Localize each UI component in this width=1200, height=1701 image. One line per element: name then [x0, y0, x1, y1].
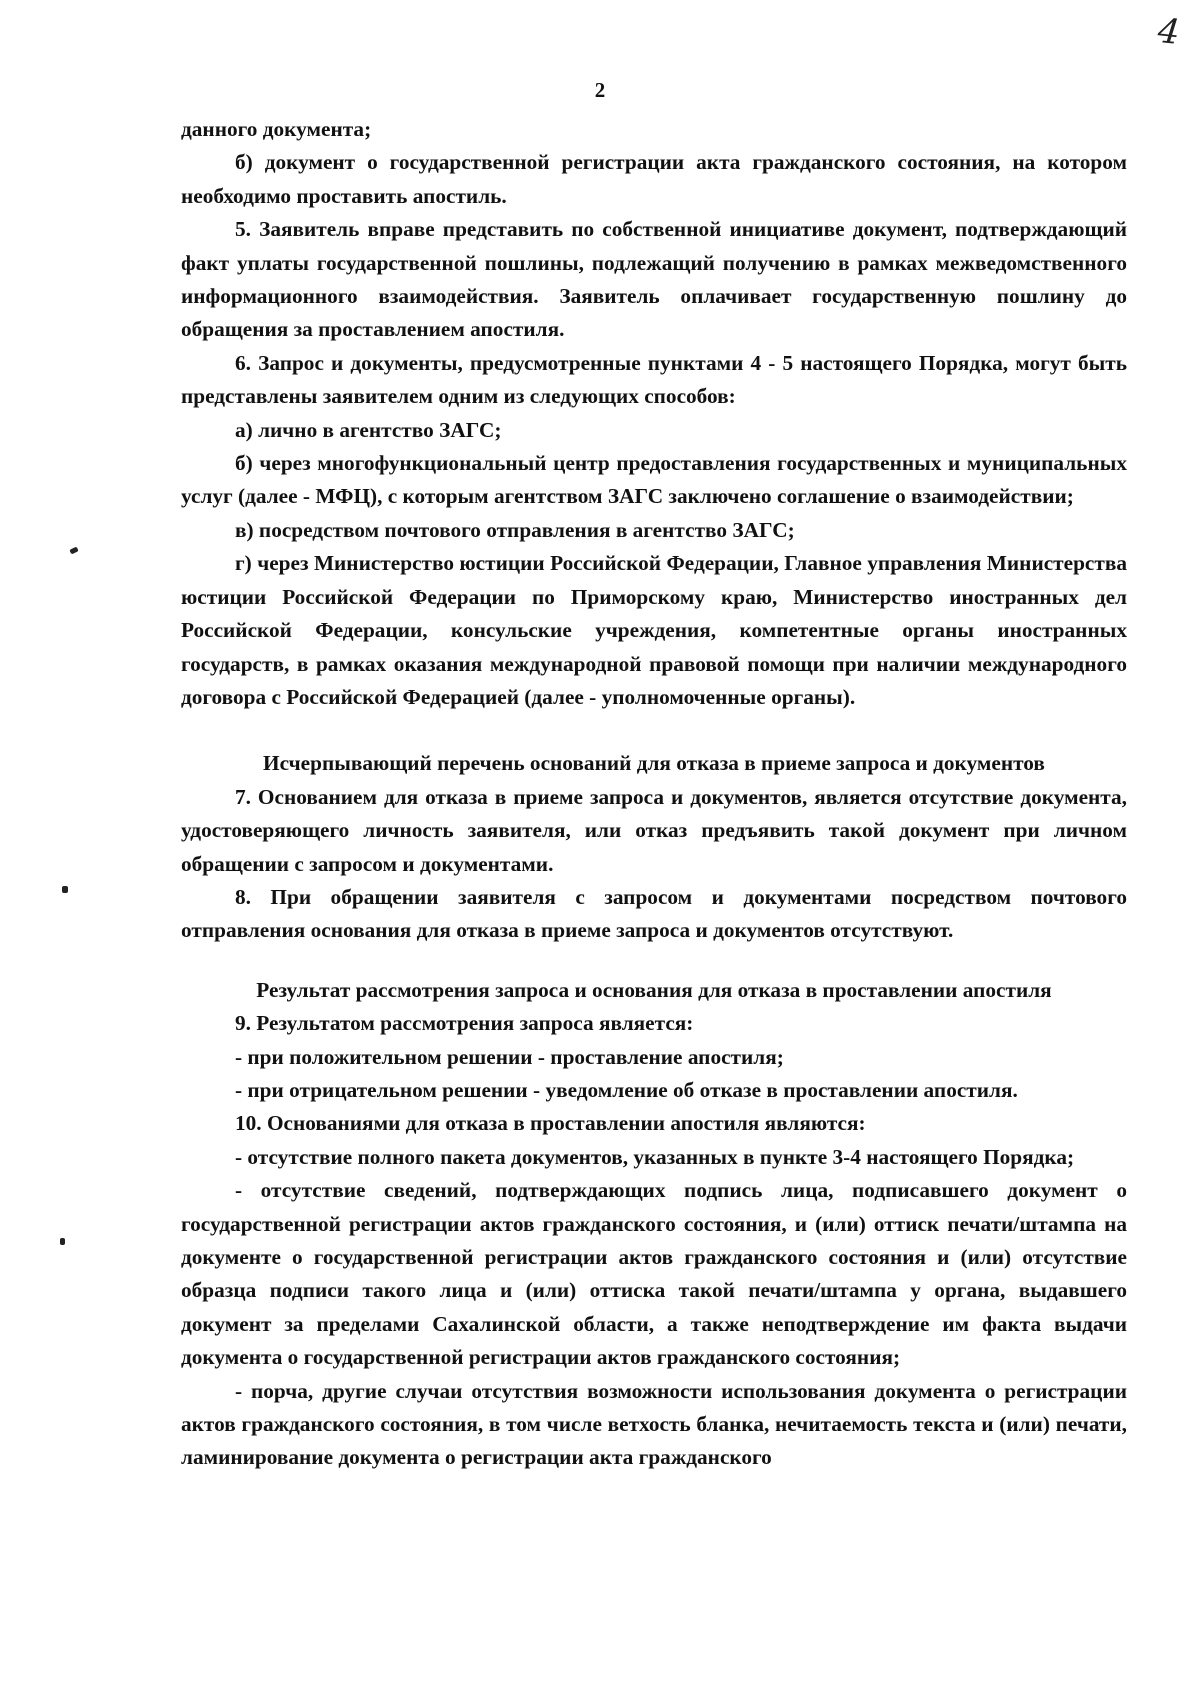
scan-speck — [62, 886, 68, 893]
list-item: - порча, другие случаи отсутствия возможности использования документа о регистрации актов гражданского состояния, в том числе ветхость бланка, нечитаемость текста и (или) печати, ламинирование документа о регистрации акта гражданского — [181, 1378, 1127, 1470]
paragraph-item-10: 10. Основаниями для отказа в проставлении апостиля являются: — [235, 1111, 866, 1136]
paragraph-item-7: 7. Основанием для отказа в приеме запроса и документов, является отсутствие документа, удостоверяющего личность заявителя, или отказ предъявить такой документ при личном обращении с запросом и документами. — [181, 784, 1127, 876]
document-body — [181, 113, 1127, 1475]
scan-speck — [69, 547, 78, 555]
paragraph-item-5: 5. Заявитель вправе представить по собственной инициативе документ, подтверждающий факт уплаты государственной пошлины, подлежащий получению в рамках межведомственного информационного взаимодействия. Заявитель оплачивает государственную пошлину до обращения за проставлением апостиля. — [181, 217, 1127, 342]
handwritten-page-number: 4 — [1155, 10, 1182, 54]
paragraph: данного документа; — [181, 117, 372, 141]
list-item: б) через многофункциональный центр предоставления государственных и муниципальных услуг (далее - МФЦ), с которым агентством ЗАГС заключено соглашение о взаимодействии; — [181, 451, 1127, 509]
paragraph-item-9: 9. Результатом рассмотрения запроса является: — [235, 1011, 694, 1036]
list-item: г) через Министерство юстиции Российской Федерации, Главное управления Министерства юстиции Российской Федерации по Приморскому краю, Министерство иностранных дел Российской Федерации, консульские учреждения, компетентные органы иностранных государств, в рамках оказания международной правовой помощи при наличии международного договора с Российской Федерацией (далее - уполномоченные органы). — [181, 551, 1127, 709]
list-item: - отсутствие полного пакета документов, указанных в пункте 3-4 настоящего Порядка; — [235, 1144, 1075, 1169]
section-heading: Результат рассмотрения запроса и основания для отказа в проставлении апостиля — [256, 977, 1052, 1002]
scan-speck — [60, 1238, 65, 1245]
list-item: - отсутствие сведений, подтверждающих подпись лица, подписавшего документ о государственной регистрации актов гражданского состояния, и (или) оттиск печати/штампа на документе о государственной регистрации актов гражданского состояния и (или) отсутствие образца подписи такого лица и (или) оттиска такой печати/штампа у органа, выдавшего документ за пределами Сахалинской области, а также неподтверждение им факта выдачи документа о государственной регистрации актов гражданского состояния; — [181, 1178, 1127, 1370]
list-item: а) лично в агентство ЗАГС; — [235, 417, 502, 442]
paragraph-item-6: 6. Запрос и документы, предусмотренные пунктами 4 - 5 настоящего Порядка, могут быть представлены заявителем одним из следующих способов: — [181, 350, 1127, 409]
section-heading: Исчерпывающий перечень оснований для отказа в приеме запроса и документов — [263, 751, 1045, 776]
paragraph-item-8: 8. При обращении заявителя с запросом и документами посредством почтового отправления основания для отказа в приеме запроса и документов отсутствуют. — [181, 884, 1127, 943]
list-item: - при положительном решении - проставление апостиля; — [235, 1044, 784, 1069]
list-item: в) посредством почтового отправления в агентство ЗАГС; — [235, 517, 795, 542]
page-number: 2 — [594, 78, 606, 102]
paragraph: б) документ о государственной регистрации акта гражданского состояния, на котором необходимо проставить апостиль. — [181, 150, 1127, 208]
list-item: - при отрицательном решении - уведомление об отказе в проставлении апостиля. — [235, 1077, 1018, 1102]
